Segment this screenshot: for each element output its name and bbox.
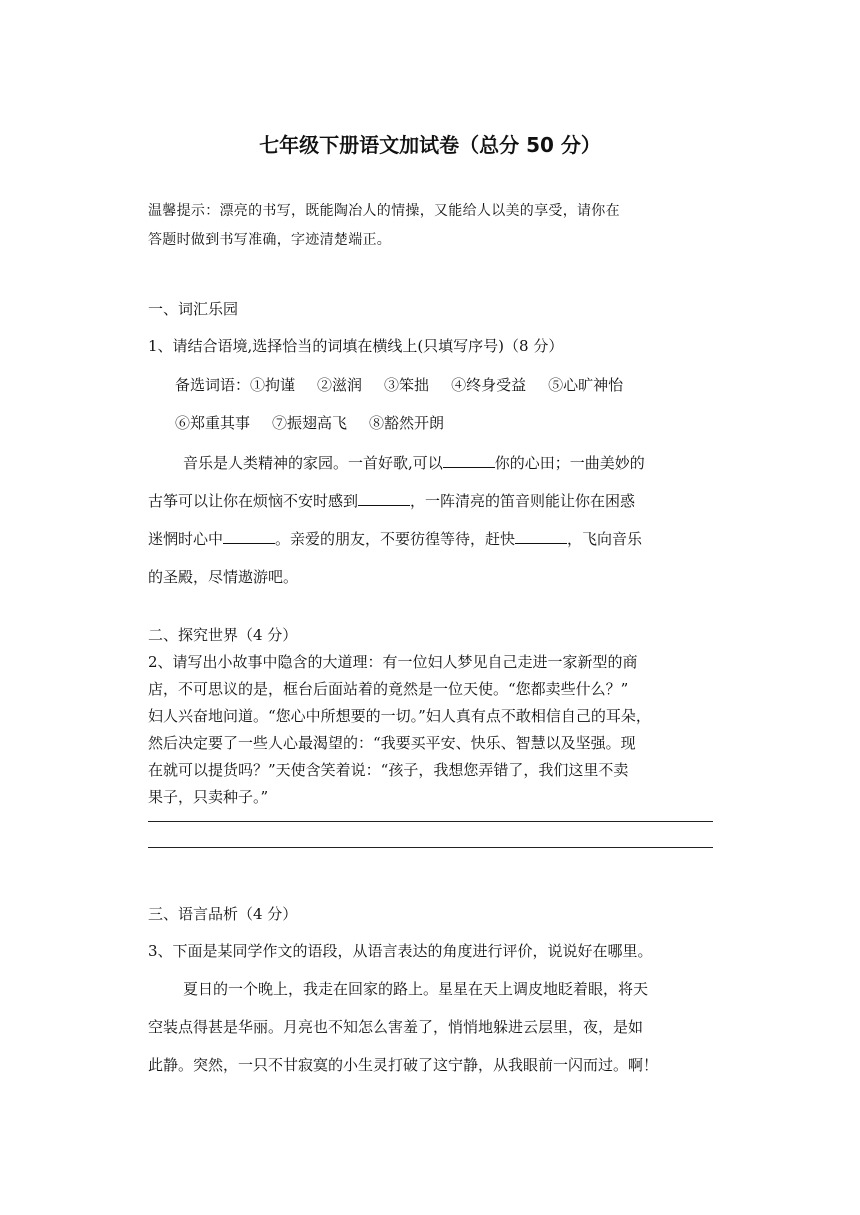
answer-blank-4[interactable] bbox=[515, 542, 567, 544]
para1-text: 音乐是人类精神的家园。一首好歌,可以 bbox=[183, 454, 443, 472]
passage-line-1: 夏日的一个晚上，我走在回家的路上。星星在天上调皮地眨着眼，将天 bbox=[183, 980, 649, 998]
option-2: ②滋润 bbox=[317, 376, 363, 394]
answer-line-1[interactable] bbox=[148, 821, 713, 822]
story-line-1: 2、请写出小故事中隐含的大道理：有一位妇人梦见自己走进一家新型的商 bbox=[148, 653, 638, 671]
section2-heading: 二、探究世界（4 分） bbox=[148, 626, 298, 644]
para1-text: 古筝可以让你在烦恼不安时感到 bbox=[148, 492, 359, 510]
option-3: ③笨拙 bbox=[384, 376, 430, 394]
options-row-1 bbox=[175, 374, 623, 395]
story-line-5: 在就可以提货吗？”天使含笑着说：“孩子，我想您弄错了，我们这里不卖 bbox=[148, 761, 629, 779]
para1-line-4: 的圣殿，尽情遨游吧。 bbox=[148, 568, 299, 586]
options-row-2 bbox=[175, 412, 444, 433]
option-4: ④终身受益 bbox=[451, 376, 527, 394]
para1-line-3 bbox=[148, 528, 642, 549]
answer-blank-2[interactable] bbox=[358, 504, 410, 506]
option-5: ⑤心旷神怡 bbox=[548, 376, 624, 394]
tip-line-2: 答题时做到书写准确，字迹清楚端正。 bbox=[148, 232, 392, 248]
tip-line-1: 温馨提示：漂亮的书写，既能陶冶人的情操，又能给人以美的享受，请你在 bbox=[148, 203, 620, 219]
para1-line-2 bbox=[148, 490, 635, 511]
passage-line-3: 此静。突然，一只不甘寂寞的小生灵打破了这宁静，从我眼前一闪而过。啊！ bbox=[148, 1056, 659, 1074]
option-8: ⑧豁然开朗 bbox=[369, 414, 445, 432]
para1-text: ，飞向音乐 bbox=[567, 530, 643, 548]
answer-blank-3[interactable] bbox=[223, 542, 275, 544]
story-line-3: 妇人兴奋地问道。“您心中所想要的一切。”妇人真有点不敢相信自己的耳朵， bbox=[148, 707, 651, 725]
section1-heading: 一、词汇乐园 bbox=[148, 300, 239, 318]
options-prefix: 备选词语： bbox=[175, 376, 251, 394]
page-title: 七年级下册语文加试卷（总分 50 分） bbox=[259, 133, 601, 157]
story-line-6: 果子，只卖种子。” bbox=[148, 788, 269, 806]
answer-line-2[interactable] bbox=[148, 847, 713, 848]
para1-text: 迷惘时心中 bbox=[148, 530, 224, 548]
section3-question: 3、下面是某同学作文的语段，从语言表达的角度进行评价，说说好在哪里。 bbox=[148, 942, 653, 960]
option-7: ⑦振翅高飞 bbox=[272, 414, 348, 432]
option-6: ⑥郑重其事 bbox=[175, 414, 251, 432]
para1-line-1 bbox=[183, 452, 645, 473]
answer-blank-1[interactable] bbox=[443, 466, 495, 468]
section1-question: 1、请结合语境,选择恰当的词填在横线上(只填写序号)（8 分） bbox=[148, 337, 564, 355]
story-line-2: 店，不可思议的是，框台后面站着的竟然是一位天使。“您都卖些什么？” bbox=[148, 680, 629, 698]
option-1: ①拘谨 bbox=[250, 376, 296, 394]
para1-text: ，一阵清亮的笛音则能让你在困惑 bbox=[410, 492, 636, 510]
story-line-4: 然后决定要了一些人心最渴望的：“我要买平安、快乐、智慧以及坚强。现 bbox=[148, 734, 636, 752]
passage-line-2: 空装点得甚是华丽。月亮也不知怎么害羞了，悄悄地躲进云层里，夜，是如 bbox=[148, 1018, 644, 1036]
section3-heading: 三、语言品析（4 分） bbox=[148, 905, 298, 923]
para1-text: 你的心田；一曲美妙的 bbox=[494, 454, 645, 472]
para1-text: 。亲爱的朋友，不要彷徨等待，赶快 bbox=[275, 530, 516, 548]
